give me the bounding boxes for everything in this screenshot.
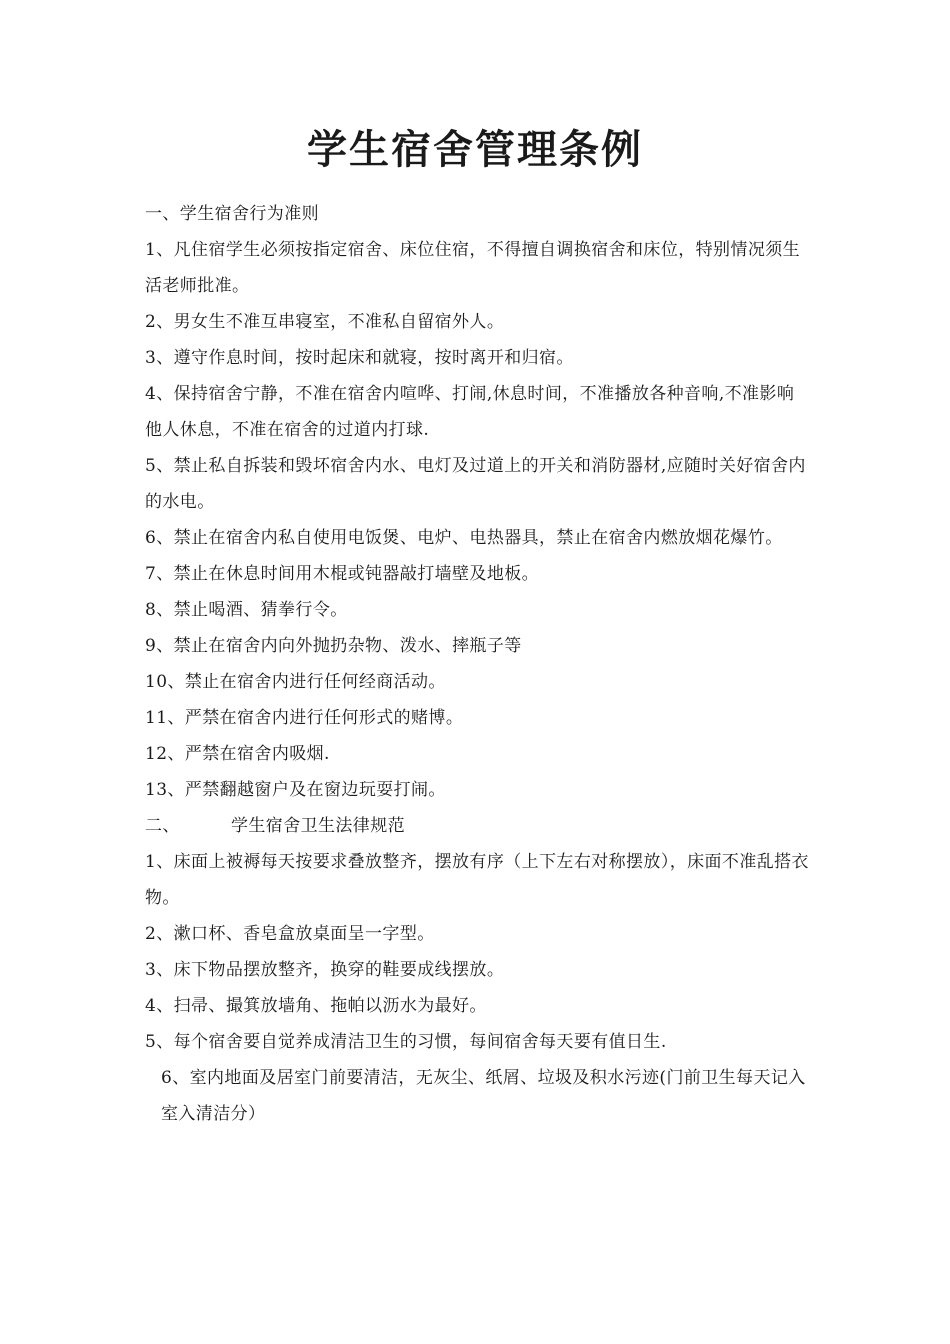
- rule-item: 5、禁止私自拆装和毁坏宿舍内水、电灯及过道上的开关和消防器材,应随时关好宿舍内的水电。: [145, 456, 806, 512]
- rule-item: 4、保持宿舍宁静，不准在宿舍内喧哗、打闹,休息时间，不准播放各种音响,不准影响他人休息，不准在宿舍的过道内打球.: [145, 384, 795, 440]
- rule-item: 7、禁止在休息时间用木棍或钝器敲打墙壁及地板。: [145, 564, 540, 584]
- rule-item: 1、床面上被褥每天按要求叠放整齐，摆放有序（上下左右对称摆放），床面不准乱搭衣物。: [145, 852, 809, 908]
- rule-item: 1、凡住宿学生必须按指定宿舍、床位住宿，不得擅自调换宿舍和床位，特别情况须生活老师批准。: [145, 240, 801, 296]
- rule-item: 13、严禁翻越窗户及在窗边玩耍打闹。: [145, 780, 446, 800]
- rule-item: 3、床下物品摆放整齐，换穿的鞋要成线摆放。: [145, 960, 505, 980]
- document-body: [145, 196, 809, 1132]
- rule-item: 2、漱口杯、香皂盒放桌面呈一字型。: [145, 924, 435, 944]
- rule-item: 3、遵守作息时间，按时起床和就寝，按时离开和归宿。: [145, 348, 574, 368]
- rule-item: 6、禁止在宿舍内私自使用电饭煲、电炉、电热器具，禁止在宿舍内燃放烟花爆竹。: [145, 528, 783, 548]
- rule-item: 9、禁止在宿舍内向外抛扔杂物、泼水、摔瓶子等: [145, 636, 522, 656]
- rule-item: 10、禁止在宿舍内进行任何经商活动。: [145, 672, 446, 692]
- rule-item: 2、男女生不准互串寝室，不准私自留宿外人。: [145, 312, 505, 332]
- rule-item: 6、室内地面及居室门前要清洁，无灰尘、纸屑、垃圾及积水污迹(门前卫生每天记入室入清洁分）: [161, 1068, 806, 1124]
- rule-item: 5、每个宿舍要自觉养成清洁卫生的习惯，每间宿舍每天要有值日生.: [145, 1032, 667, 1052]
- section-heading: [145, 808, 809, 844]
- rule-item: 8、禁止喝酒、猜拳行令。: [145, 600, 348, 620]
- section-heading-text: 学生宿舍卫生法律规范: [231, 816, 405, 836]
- document-title: 学生宿舍管理条例: [307, 127, 643, 173]
- rule-item: 11、严禁在宿舍内进行任何形式的赌博。: [145, 708, 464, 728]
- section-heading: 一、学生宿舍行为准则: [145, 204, 319, 224]
- rule-item: 4、扫帚、撮箕放墙角、拖帕以沥水为最好。: [145, 996, 487, 1016]
- rule-item: 12、严禁在宿舍内吸烟.: [145, 744, 330, 764]
- section-heading-number: 二、: [145, 816, 180, 836]
